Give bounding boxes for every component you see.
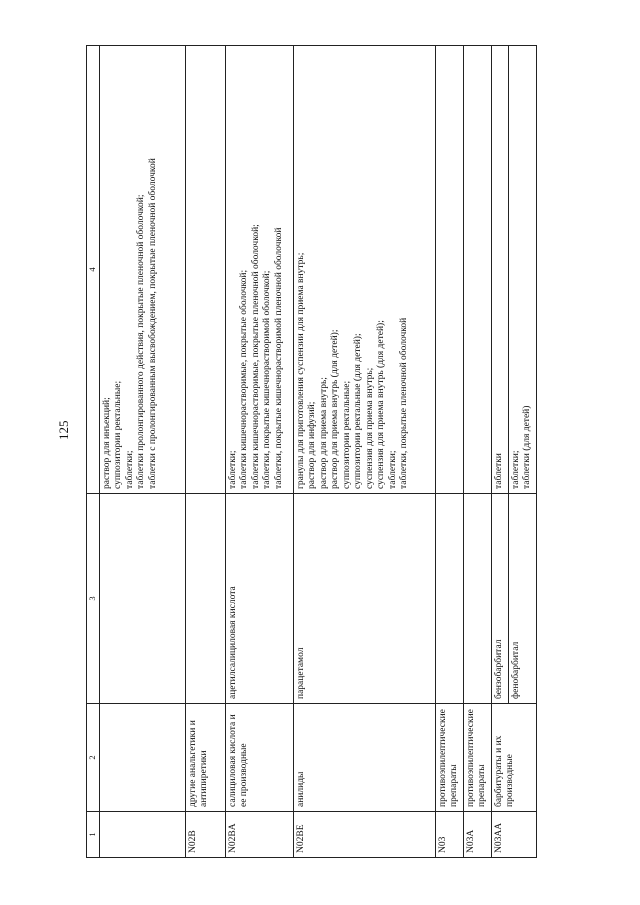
substance-line: фенобарбитал — [508, 494, 525, 703]
form-line: гранулы для приготовления суспензии для приема внутрь; — [295, 252, 306, 489]
group-cell: другие анальгетики и антипиретики — [185, 704, 225, 812]
substance-line: бензобарбитал — [493, 639, 504, 699]
code-cell — [99, 812, 185, 858]
code-cell: N03 — [435, 812, 463, 858]
form-line: таблетки; — [510, 450, 521, 489]
header-cell: 2 — [87, 704, 100, 812]
substance-cell: ацетилсалициловая кислота — [225, 494, 293, 704]
substance-cell — [463, 494, 491, 704]
form-line: суппозитории ректальные; — [113, 380, 123, 489]
code-cell: N03AA — [491, 812, 536, 858]
code-cell: N03A — [463, 812, 491, 858]
medicines-table — [86, 45, 537, 858]
forms-cell — [99, 46, 185, 494]
group-cell — [99, 704, 185, 812]
group-cell: противоэпилептические препараты — [463, 704, 491, 812]
table-row — [99, 46, 185, 858]
form-line: суппозитории ректальные (для детей); — [353, 333, 363, 489]
form-line: суппозитории ректальные; — [341, 380, 352, 489]
group-cell: барбитураты и их производные — [491, 704, 536, 812]
table-row — [435, 46, 463, 858]
form-line: таблетки, покрытые кишечнорастворимой оболочкой; — [262, 270, 272, 489]
group-cell: салициловая кислота и ее производные — [225, 704, 293, 812]
table-row — [225, 46, 293, 858]
forms-cell — [293, 46, 435, 494]
form-line: таблетки кишечнорастворимые, покрытые оболочкой; — [239, 269, 249, 489]
header-cell: 1 — [87, 812, 100, 858]
code-cell: N02B — [185, 812, 225, 858]
table-row — [463, 46, 491, 858]
substance-cell — [99, 494, 185, 704]
table-row — [185, 46, 225, 858]
form-line: таблетки; — [387, 450, 398, 489]
forms-cell — [491, 46, 536, 494]
form-line: таблетки, покрытые кишечнорастворимой пленочной оболочкой — [273, 227, 284, 489]
page-number: 125 — [56, 420, 71, 440]
forms-cell — [435, 46, 463, 494]
form-line: суспензия для приема внутрь (для детей); — [376, 320, 386, 489]
form-line: раствор для приема внутрь; — [318, 377, 329, 489]
form-line: суспензия для приема внутрь; — [364, 367, 375, 489]
forms-cell — [185, 46, 225, 494]
form-line: раствор для приема внутрь (для детей); — [330, 329, 340, 489]
form-line: таблетки; — [124, 450, 135, 489]
code-cell: N02BE — [293, 812, 435, 858]
forms-cell — [225, 46, 293, 494]
substance-cell — [435, 494, 463, 704]
table-row — [293, 46, 435, 858]
substance-cell — [185, 494, 225, 704]
form-line: раствор для инъекций; — [101, 397, 112, 489]
form-line: таблетки кишечнорастворимые, покрытые пленочной оболочкой; — [250, 224, 261, 489]
form-line: таблетки; — [227, 450, 238, 489]
table-row — [491, 46, 536, 858]
code-cell: N02BA — [225, 812, 293, 858]
header-cell: 4 — [87, 46, 100, 494]
form-group — [508, 46, 536, 493]
form-line: таблетки пролонгированного действия, покрытые пленочной оболочкой; — [136, 194, 146, 489]
substance-cell: парацетамол — [293, 494, 435, 704]
group-cell: анилиды — [293, 704, 435, 812]
form-line: таблетки (для детей) — [522, 405, 532, 489]
group-cell: противоэпилептические препараты — [435, 704, 463, 812]
form-line: раствор для инфузий; — [307, 401, 317, 489]
form-line: таблетки с пролонгированным высвобождением, покрытые пленочной оболочкой — [147, 158, 158, 489]
substance-cell — [491, 494, 536, 704]
forms-cell — [463, 46, 491, 494]
medicines-table-rotated — [86, 46, 532, 858]
table-header-row — [87, 46, 100, 858]
header-cell: 3 — [87, 494, 100, 704]
form-line: таблетки — [493, 453, 504, 489]
form-line: таблетки, покрытые пленочной оболочкой — [399, 317, 409, 489]
